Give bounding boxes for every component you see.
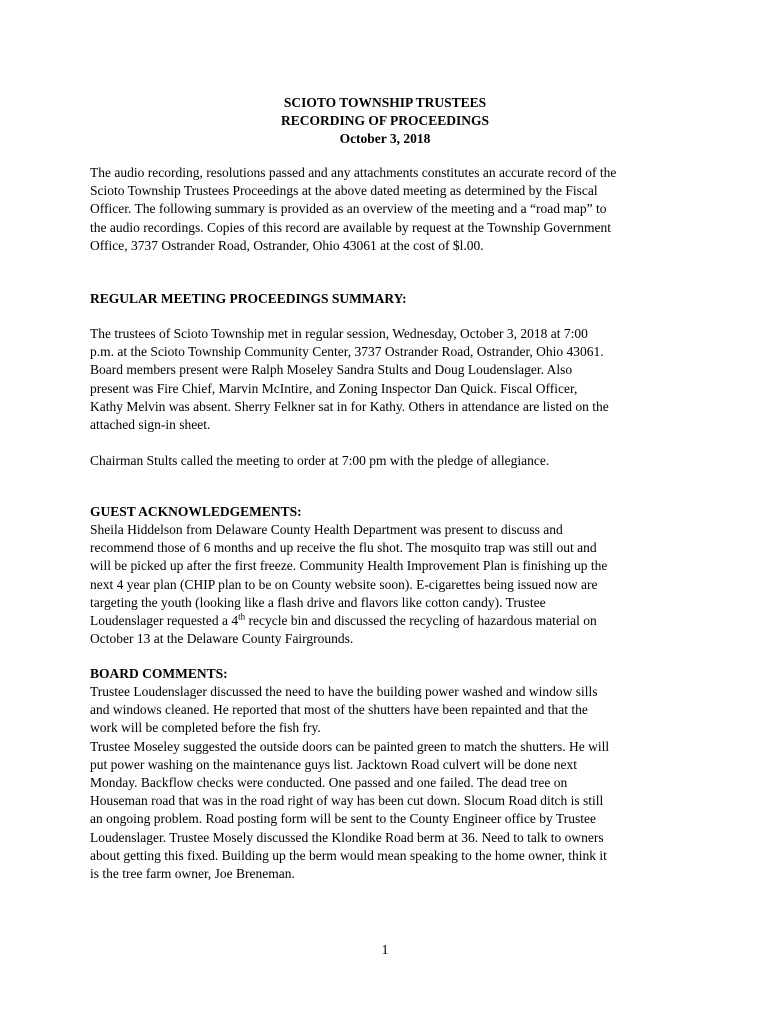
paragraph-line: October 13 at the Delaware County Fairgrounds. [90,631,354,647]
header-recording-title: RECORDING OF PROCEEDINGS [280,113,490,128]
header-date: October 3, 2018 [339,131,431,146]
intro-line: Officer. The following summary is provided as an overview of the meeting and a “road map” to [90,201,607,217]
paragraph-line: Board members present were Ralph Moseley Sandra Stults and Doug Loudenslager. Also [90,362,573,378]
paragraph-line: Trustee Moseley suggested the outside doors can be painted green to match the shutters. He will [90,738,610,754]
paragraph-line: Houseman road that was in the road right of way has been cut down. Slocum Road ditch is still [90,793,604,809]
guest-acknowledgements-heading: GUEST ACKNOWLEDGEMENTS: [90,504,302,519]
paragraph-line: next 4 year plan (CHIP plan to be on County website soon). E-cigarettes being issued now are [90,576,598,592]
paragraph-line: recommend those of 6 months and up receive the flu shot. The mosquito trap was still out and [90,540,597,556]
call-to-order-paragraph: Chairman Stults called the meeting to order at 7:00 pm with the pledge of allegiance. [90,453,550,468]
intro-line: The audio recording, resolutions passed and any attachments constitutes an accurate record of the [90,165,617,180]
guest-acknowledgements-paragraph [90,521,690,648]
document-header [0,94,770,148]
text-segment: recycle bin and discussed the recycling of hazardous material on [245,613,597,629]
paragraph-line: work will be completed before the fish fry. [90,720,321,736]
paragraph-line: put power washing on the maintenance guys list. Jacktown Road culvert will be done next [90,756,578,772]
intro-line: the audio recordings. Copies of this record are available by request at the Township Government [90,219,612,235]
paragraph-line: p.m. at the Scioto Township Community Center, 3737 Ostrander Road, Ostrander, Ohio 43061. [90,344,604,360]
regular-meeting-heading: REGULAR MEETING PROCEEDINGS SUMMARY: [90,291,407,306]
intro-paragraph [90,164,690,255]
paragraph-line [90,612,690,630]
paragraph-line: will be picked up after the first freeze. Community Health Improvement Plan is finishing up the [90,558,608,574]
paragraph-line: Loudenslager. Trustee Mosely discussed the Klondike Road berm at 36. Need to talk to owners [90,829,604,845]
page-number: 1 [381,942,389,957]
paragraph-line: The trustees of Scioto Township met in regular session, Wednesday, October 3, 2018 at 7:00 [90,326,588,341]
regular-meeting-paragraph [90,325,690,434]
paragraph-line: about getting this fixed. Building up the berm would mean speaking to the home owner, think it [90,847,607,863]
paragraph-line: Monday. Backflow checks were conducted. One passed and one failed. The dead tree on [90,775,568,791]
paragraph-line: present was Fire Chief, Marvin McIntire, and Zoning Inspector Dan Quick. Fiscal Officer, [90,380,578,396]
paragraph-line: is the tree farm owner, Joe Breneman. [90,866,295,882]
ordinal-superscript: th [238,611,246,622]
paragraph-line: attached sign-in sheet. [90,417,211,433]
paragraph-line: targeting the youth (looking like a flash drive and flavors like cotton candy). Trustee [90,594,546,610]
text-segment: Loudenslager requested a 4 [90,613,239,629]
board-comments-heading: BOARD COMMENTS: [90,666,228,681]
header-township: SCIOTO TOWNSHIP TRUSTEES [283,95,487,110]
paragraph-line: and windows cleaned. He reported that most of the shutters have been repainted and that the [90,702,588,718]
paragraph-line: Trustee Loudenslager discussed the need to have the building power washed and window sills [90,684,598,699]
paragraph-line: Kathy Melvin was absent. Sherry Felkner sat in for Kathy. Others in attendance are listed on the [90,398,609,414]
intro-line: Office, 3737 Ostrander Road, Ostrander, Ohio 43061 at the cost of $l.00. [90,237,484,253]
board-comments-paragraph [90,683,690,883]
paragraph-line: Sheila Hiddelson from Delaware County Health Department was present to discuss and [90,522,563,537]
intro-line: Scioto Township Trustees Proceedings at the above dated meeting as determined by the Fiscal [90,183,598,199]
paragraph-line: an ongoing problem. Road posting form will be sent to the County Engineer office by Trustee [90,811,596,827]
